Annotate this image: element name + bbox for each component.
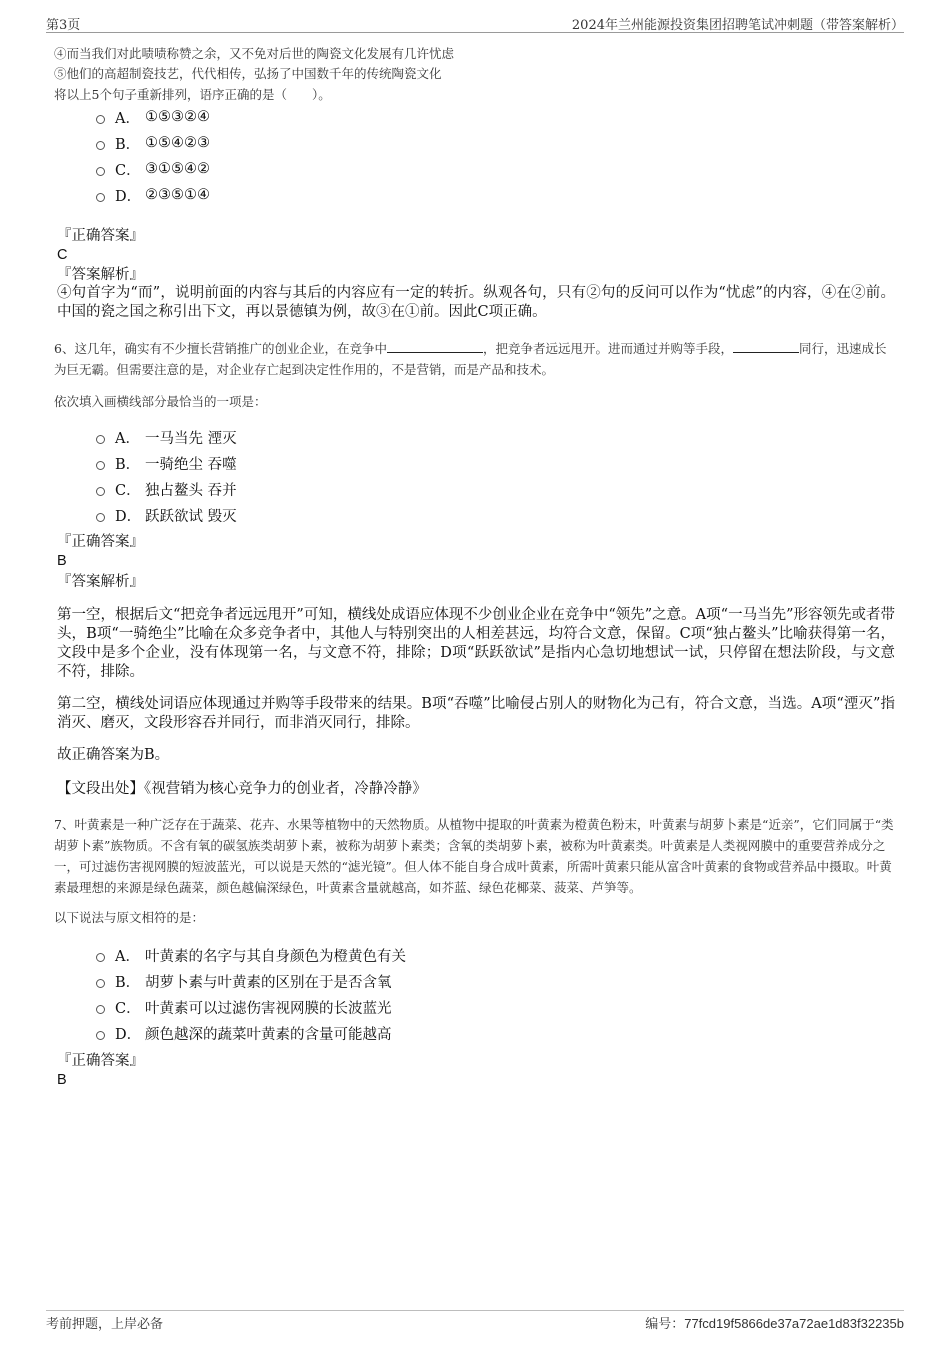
radio-icon[interactable]	[96, 193, 105, 202]
radio-icon[interactable]	[96, 167, 105, 176]
q6-source: 【文段出处】《视营销为核心竞争力的创业者，冷静冷静》	[57, 781, 427, 797]
q7-option-a[interactable]	[96, 945, 406, 965]
option-text: 胡萝卜素与叶黄素的区别在于是否含氧	[145, 974, 392, 991]
radio-icon[interactable]	[96, 979, 105, 988]
q6-analysis-paragraph-3: 故正确答案为B。	[57, 747, 170, 763]
radio-icon[interactable]	[96, 141, 105, 150]
q6-stem-part-3: 同行，迅速成长为巨无霸。但需要注意的是，对企业存亡起到决定性作用的，不是营销，而是产品和技术。	[54, 341, 887, 377]
option-text: 叶黄素的名字与其自身颜色为橙黄色有关	[145, 948, 406, 965]
option-letter: A．	[115, 110, 140, 127]
option-letter: D．	[115, 1026, 142, 1043]
fill-blank-1[interactable]	[387, 340, 483, 353]
option-letter: C．	[115, 1000, 141, 1017]
q5-option-a[interactable]	[96, 107, 210, 127]
option-letter: B．	[115, 456, 141, 473]
code-value: 77fcd19f5866de37a72ae1d83f32235b	[684, 1316, 904, 1331]
q6-option-d[interactable]	[96, 505, 237, 525]
q6-option-c[interactable]	[96, 479, 237, 499]
option-letter: C．	[115, 162, 141, 179]
option-text: 独占鳌头 吞并	[145, 482, 237, 499]
q7-option-c[interactable]	[96, 997, 392, 1017]
document-title: 2024年兰州能源投资集团招聘笔试冲刺题（带答案解析）	[571, 18, 904, 33]
q6-option-b[interactable]	[96, 453, 237, 473]
document-code	[645, 1313, 904, 1332]
radio-icon[interactable]	[96, 461, 105, 470]
option-letter: B．	[115, 974, 141, 991]
code-label: 编号：	[645, 1317, 685, 1332]
option-text: 跃跃欲试 毁灭	[145, 508, 237, 525]
radio-icon[interactable]	[96, 953, 105, 962]
option-letter: C．	[115, 482, 141, 499]
option-letter: D．	[115, 188, 142, 205]
q7-stem: 7、叶黄素是一种广泛存在于蔬菜、花卉、水果等植物中的天然物质。从植物中提取的叶黄素为橙黄色粉末，叶黄素与胡萝卜素是“近亲”，它们同属于“类胡萝卜素”族物质。不含有氧的碳氢族类胡萝卜素，被称为胡萝卜素类；含氧的类胡萝卜素，被称为叶黄素类。叶黄素是人类视网膜中的重要营养成分之一，可过滤伤害视网膜的短波蓝光，可以说是天然的“滤光镜”。但人体不能自身合成叶黄素，所需叶黄素只能从富含叶黄素的食物或营养品中摄取。叶黄素最理想的来源是绿色蔬菜，颜色越偏深绿色，叶黄素含量就越高，如芥蓝、绿色花椰菜、菠菜、芦笋等。	[54, 817, 894, 895]
q5-analysis-label: 『答案解析』	[57, 267, 144, 283]
footer-divider	[46, 1310, 904, 1311]
q6-answer: B	[57, 553, 67, 569]
option-letter: A．	[115, 948, 140, 965]
q5-answer-label: 『正确答案』	[57, 228, 144, 244]
option-text: ①⑤④②③	[145, 135, 210, 151]
option-letter: B．	[115, 136, 141, 153]
option-text: 颜色越深的蔬菜叶黄素的含量可能越高	[145, 1026, 392, 1043]
option-letter: A．	[115, 430, 140, 447]
q6-analysis-paragraph-1: 第一空，根据后文“把竞争者远远甩开”可知，横线处成语应体现不少创业企业在竞争中“领先”之意。A项“一马当先”形容领先或者带头，B项“一骑绝尘”比喻在众多竞争者中，其他人与特别突出的人相差甚远，均符合文意，保留。C项“独占鳌头”比喻获得第一名，文段中是多个企业，没有体现第一名，与文意不符，排除；D项“跃跃欲试”是指内心急切地想试一试，只停留在想法阶段，与文意不符，排除。	[57, 607, 895, 680]
option-text: 一马当先 湮灭	[145, 430, 237, 447]
q5-prompt: 将以上5个句子重新排列，语序正确的是（ ）。	[54, 87, 331, 102]
page-number: 第3页	[46, 18, 81, 33]
q6-option-a[interactable]	[96, 427, 237, 447]
option-text: 叶黄素可以过滤伤害视网膜的长波蓝光	[145, 1000, 392, 1017]
footer-slogan: 考前押题，上岸必备	[46, 1317, 164, 1332]
q5-sentence-5: ⑤他们的高超制瓷技艺，代代相传，弘扬了中国数千年的传统陶瓷文化	[54, 66, 442, 81]
option-text: ②③⑤①④	[145, 187, 210, 203]
option-letter: D．	[115, 508, 142, 525]
radio-icon[interactable]	[96, 435, 105, 444]
q5-answer: C	[57, 247, 68, 263]
radio-icon[interactable]	[96, 1005, 105, 1014]
option-text: ①⑤③②④	[145, 109, 210, 125]
radio-icon[interactable]	[96, 513, 105, 522]
q6-stem-part-2: ，把竞争者远远甩开。进而通过并购等手段，	[482, 341, 733, 356]
q6-analysis-paragraph-2: 第二空，横线处词语应体现通过并购等手段带来的结果。B项“吞噬”比喻侵占别人的财物化为己有，符合文意，当选。A项“湮灭”指消灭、磨灭，文段形容吞并同行，而非消灭同行，排除。	[57, 696, 895, 731]
page-header	[46, 14, 904, 32]
q5-option-b[interactable]	[96, 133, 210, 153]
q7-prompt: 以下说法与原文相符的是：	[54, 910, 205, 925]
q5-option-d[interactable]	[96, 185, 210, 205]
page-footer	[46, 1313, 904, 1331]
q7-option-b[interactable]	[96, 971, 392, 991]
radio-icon[interactable]	[96, 1031, 105, 1040]
option-text: ③①⑤④②	[145, 161, 210, 177]
q6-stem-part-1: 6、这几年，确实有不少擅长营销推广的创业企业，在竞争中	[54, 341, 387, 356]
q6-answer-label: 『正确答案』	[57, 534, 144, 550]
q5-option-c[interactable]	[96, 159, 210, 179]
radio-icon[interactable]	[96, 115, 105, 124]
q5-analysis: ④句首字为“而”，说明前面的内容与其后的内容应有一定的转折。纵观各句，只有②句的反问可以作为“忧虑”的内容，④在②前。中国的瓷之国之称引出下文，再以景德镇为例，故③在①前。因此C项正确。	[57, 285, 895, 320]
q7-answer: B	[57, 1072, 67, 1088]
header-divider	[46, 32, 904, 33]
q5-sentence-4: ④而当我们对此啧啧称赞之余，又不免对后世的陶瓷文化发展有几许忧虑	[54, 46, 455, 61]
q6-prompt: 依次填入画横线部分最恰当的一项是：	[54, 394, 267, 409]
q6-stem	[54, 338, 896, 380]
radio-icon[interactable]	[96, 487, 105, 496]
q6-analysis-label: 『答案解析』	[57, 574, 144, 590]
q7-answer-label: 『正确答案』	[57, 1053, 144, 1069]
fill-blank-2[interactable]	[733, 340, 799, 353]
q7-option-d[interactable]	[96, 1023, 392, 1043]
option-text: 一骑绝尘 吞噬	[145, 456, 237, 473]
